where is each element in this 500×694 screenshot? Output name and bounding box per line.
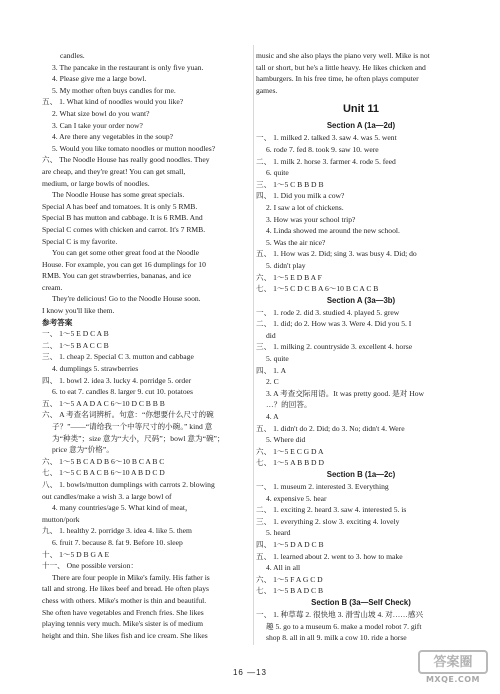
text-line: games. xyxy=(256,85,278,95)
text-line: 2. I saw a lot of chickens. xyxy=(266,202,344,212)
text-line: 八、 1. bowls/mutton dumplings with carrots 2. blowing xyxy=(42,479,215,489)
text-line: 3. How was your school trip? xyxy=(266,214,356,224)
right-column xyxy=(256,50,466,644)
text-line: tall and strong. He likes beef and bread. He often plays xyxy=(42,584,210,594)
text-line: 六、 1～5 E D B A F xyxy=(256,272,322,282)
text-line: 4. expensive 5. hear xyxy=(266,493,327,503)
text-line: 3. Can I take your order now? xyxy=(52,120,143,130)
page-number: 16 —13 xyxy=(232,668,268,677)
text-line: 四、 1. Did you milk a cow? xyxy=(256,191,345,201)
text-line: 九、 1. healthy 2. porridge 3. idea 4. like 5. them xyxy=(42,526,192,536)
text-line: are cheap, and they're great! You can get small, xyxy=(42,166,186,176)
text-line: 五、 1. What kind of noodles would you like? xyxy=(42,97,184,107)
text-line: 子？”——“请给我一个中等尺寸的小碗。” kind 意 xyxy=(52,422,213,431)
text-line: music and she also plays the piano very well. Mike is not xyxy=(256,51,430,60)
text-line: You can get some other great food at the Noodle xyxy=(52,248,200,258)
text-line: 一、 1. museum 2. interested 3. Everything xyxy=(256,482,389,491)
text-line: 七、 1～5 C D C B A 6～10 B C A C B xyxy=(256,284,379,294)
text-line: candles. xyxy=(60,51,85,60)
section-heading: Section B (1a—2c) xyxy=(326,470,396,479)
text-line: 四、 1. A xyxy=(256,365,287,375)
text-line: playing tennis very much. Mike's sister is of medium xyxy=(42,619,204,629)
text-line: 六、 The Noodle House has really good noodles. They xyxy=(42,155,210,165)
text-line: 5. quite xyxy=(266,354,289,364)
text-line: 一、 1. milked 2. talked 3. saw 4. was 5. went xyxy=(256,133,397,143)
text-line: 4. many countries/age 5. What kind of meat， xyxy=(52,503,193,513)
section-heading: Section B (3a—Self Check) xyxy=(311,597,411,607)
text-line: They're delicious! Go to the Noodle House soon. xyxy=(52,294,201,304)
text-line: 趣 5. go to a museum 6. make a model robot 7. gift xyxy=(266,621,422,631)
text-line: tall or short, but he's a little heavy. He likes chicken and xyxy=(256,62,426,72)
text-line: 五、 1～5 A A D A C 6～10 D C B B B xyxy=(42,398,165,408)
text-line: 5. heard xyxy=(266,528,291,538)
text-line: 5. didn't play xyxy=(266,260,306,270)
text-line: medium, or large bowls of noodles. xyxy=(42,178,150,188)
text-line: Special B has mutton and cabbage. It is 6 RMB. And xyxy=(42,213,203,223)
text-line: 六、 1～5 F A G C D xyxy=(256,574,323,584)
text-line: 五、 1. didn't do 2. Did; do 3. No; didn't 4. Were xyxy=(256,423,405,433)
text-line: chess with others. Mike's mother is thin and beautiful. xyxy=(42,595,207,605)
text-line: 4. Are there any vegetables in the soup? xyxy=(52,132,174,142)
text-line: out candles/make a wish 3. a large bowl of xyxy=(42,491,172,501)
text-line: 4. dumplings 5. strawberries xyxy=(52,364,139,374)
text-line: 5. Would you like tomato noodles or mutton noodles? xyxy=(52,143,216,153)
text-line: The Noodle House has some great specials. xyxy=(52,190,185,200)
text-line: 6. rode 7. fed 8. took 9. saw 10. were xyxy=(266,144,379,154)
text-line: 6. fruit 7. because 8. fat 9. Before 10. sleep xyxy=(52,537,183,547)
text-line: 4. A xyxy=(266,412,279,422)
text-line: 六、 1～5 B C A D B 6～10 B C A B C xyxy=(42,456,165,466)
text-line: shop 8. all in all 9. milk a cow 10. ride a horse xyxy=(266,633,407,643)
text-line: 3. A 考查交际用语。It was pretty good. 是对 How xyxy=(266,388,424,398)
watermark-url: MXQE.COM xyxy=(425,675,481,684)
text-line: 五、 1. How was 2. Did; sing 3. was busy 4. Did; do xyxy=(256,249,417,259)
text-line: 6. to eat 7. candles 8. larger 9. cut 10. potatoes xyxy=(52,387,193,397)
text-line: 四、 1. bowl 2. idea 3. lucky 4. porridge 5. order xyxy=(42,375,192,385)
text-line: 一、 1. 种草莓 2. 很快地 3. 滑雪山坡 4. 对……感兴 xyxy=(256,609,424,619)
text-line: 四、 1～5 D A D C B xyxy=(256,539,324,549)
section-heading: Section A (3a—3b) xyxy=(326,295,396,305)
text-line: 十、 1～5 D B G A E xyxy=(42,549,110,559)
text-line: 二、 1. milk 2. horse 3. farmer 4. rode 5. feed xyxy=(256,156,396,166)
left-column xyxy=(42,50,254,641)
text-line: 5. Where did xyxy=(266,435,306,445)
text-line: 一、 1～5 E D C A B xyxy=(42,329,109,339)
text-line: height and thin. She likes fish and ice cream. She likes xyxy=(42,630,208,640)
text-line: 6. quite xyxy=(266,168,289,178)
text-line: 一、 1. rode 2. did 3. studied 4. played 5. grew xyxy=(256,307,400,317)
text-line: 参考答案 xyxy=(42,317,73,327)
text-line: price 意为“价格”。 xyxy=(52,445,114,455)
text-line: 5. My mother often buys candles for me. xyxy=(52,85,176,95)
text-line: 五、 1. learned about 2. went to 3. how to make xyxy=(256,551,403,561)
text-line: She often have vegetables and French fries. She likes xyxy=(42,607,204,617)
text-line: I know you'll like them. xyxy=(42,306,115,316)
watermark-text: 答案圈 xyxy=(418,650,488,674)
text-line: Special C is my favorite. xyxy=(42,236,118,246)
text-line: 3. The pancake in the restaurant is only five yuan. xyxy=(52,62,204,72)
text-line: 二、 1. exciting 2. heard 3. saw 4. interested 5. is xyxy=(256,505,407,515)
text-line: 为“种类”；size 意为“大小，尺码”；bowl 意为“碗”； xyxy=(52,433,225,443)
text-line: 4. Linda showed me around the new school. xyxy=(266,226,400,236)
column-divider xyxy=(253,45,254,645)
text-line: mutton/pork xyxy=(42,514,80,524)
text-line: House. For example, you can get 16 dumplings for 10 xyxy=(42,259,206,269)
text-line: cream. xyxy=(42,282,63,292)
text-line: did xyxy=(266,330,276,340)
text-line: 三、 1. milking 2. countryside 3. excellent 4. horse xyxy=(256,342,413,352)
text-line: 七、 1～5 B A D C B xyxy=(256,586,324,596)
text-line: 4. All in all xyxy=(266,563,301,573)
text-line: 七、 1～5 A B B D D xyxy=(256,458,324,468)
unit-heading: Unit 11 xyxy=(342,103,380,116)
text-line: hamburgers. In his free time, he often plays computer xyxy=(256,74,419,84)
text-line: 二、 1. did; do 2. How was 3. Were 4. Did you 5. I xyxy=(256,319,412,329)
text-line: 2. C xyxy=(266,377,279,387)
text-line: 三、 1. cheap 2. Special C 3. mutton and cabbage xyxy=(42,352,194,362)
text-line: There are four people in Mike's family. His father is xyxy=(52,572,210,582)
text-line: …？的回答。 xyxy=(266,400,312,410)
text-line: 十一、 One possible version： xyxy=(42,561,138,571)
text-line: 4. Please give me a large bowl. xyxy=(52,74,147,84)
text-line: RMB. You can get strawberries, bananas, and ice xyxy=(42,271,192,281)
text-line: 三、 1～5 C B B D B xyxy=(256,179,324,189)
text-line: 三、 1. everything 2. slow 3. exciting 4. lovely xyxy=(256,516,400,526)
text-line: Special A has beef and tomatoes. It is only 5 RMB. xyxy=(42,201,198,211)
text-line: 七、 1～5 C B A C B 6～10 A B D C D xyxy=(42,468,165,478)
text-line: 六、 A 考查名词辨析。句意：“你想要什么尺寸的碗 xyxy=(42,410,214,420)
text-line: 5. Was the air nice? xyxy=(266,237,326,247)
text-line: 2. What size bowl do you want? xyxy=(52,108,150,118)
text-line: Special C comes with chicken and carrot. It's 7 RMB. xyxy=(42,224,206,234)
section-heading: Section A (1a—2d) xyxy=(326,121,396,131)
text-line: 二、 1～5 B A C C B xyxy=(42,340,109,350)
text-line: 六、 1～5 E C G D A xyxy=(256,446,324,456)
watermark-logo xyxy=(418,650,488,688)
